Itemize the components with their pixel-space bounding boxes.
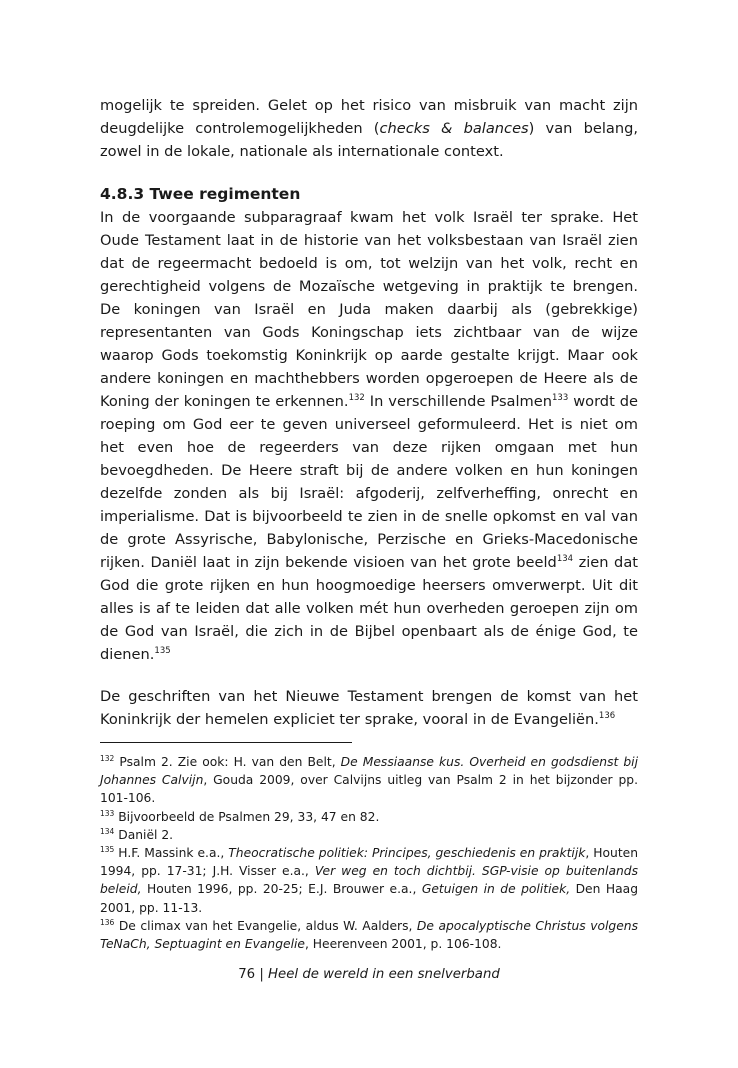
footnote-135 — [100, 844, 638, 917]
footnote-ref-136[interactable]: 136 — [598, 711, 616, 721]
paragraph-spacer — [100, 666, 638, 685]
paragraph-spacer — [100, 163, 638, 183]
page-footer — [0, 965, 738, 985]
main-text — [100, 94, 638, 731]
paragraph-text-1: In de voorgaande subparagraaf kwam het volk Israël ter sprake. Het Oude Testament laat in de historie van het volksbestaan van Israël zien dat de regeermacht bedoeld is om, tot welzijn van het volk, recht en gerechtigheid volgens de Mozaïsche wetgeving in praktijk te brengen. De koningen van Israël en Juda maken daarbij als (gebrekkige) representanten van Gods Koningschap iets zichtbaar van de wijze waarop Gods toekomstig Koninkrijk op aarde gestalte krijgt. Maar ook andere koningen en machthebbers worden opgeroepen de Heere als de Koning der koningen te erkennen. — [100, 209, 638, 410]
footnote-text: Bijvoorbeeld de Psalmen 29, 33, 47 en 82. — [114, 809, 380, 824]
paragraph-intro — [100, 94, 638, 163]
footnote-divider — [100, 742, 352, 743]
footnote-text: , Gouda 2009, over Calvijns uitleg van Psalm 2 in het bijzonder pp. 101-106. — [100, 773, 638, 806]
footnote-title: Theocratische politiek: Principes, geschiedenis en praktijk — [228, 846, 586, 861]
footnote-ref-133[interactable]: 133 — [552, 393, 569, 403]
footer-separator: | — [255, 967, 269, 982]
footnote-text: H.F. Massink e.a., — [114, 846, 229, 861]
footnote-text: De climax van het Evangelie, aldus W. Aalders, — [114, 918, 417, 933]
footnote-134 — [100, 826, 638, 844]
footnote-ref-132[interactable]: 132 — [348, 393, 365, 403]
footnote-text: , Heerenveen 2001, p. 106-108. — [304, 937, 502, 952]
footnote-number: 132 — [100, 754, 115, 763]
footnote-132 — [100, 753, 638, 808]
section-heading: 4.8.3 Twee regimenten — [100, 185, 301, 203]
footnote-ref-135[interactable]: 135 — [154, 646, 171, 656]
paragraph-text-4: zien dat God die grote rijken en hun hoogmoedige heersers omverwerpt. Uit dit alles is af te leiden dat alle volken mét hun overheden geroepen zijn om de God van Israël, die zich in de Bijbel openbaart als de énige God, te dienen. — [100, 554, 638, 663]
paragraph-intro-text-2: ) van belang, zowel in de lokale, nationale als internationale context. — [100, 120, 638, 160]
footnote-number: 135 — [100, 845, 115, 855]
footnote-text: Den Haag 2001, pp. 11-13. — [100, 882, 638, 915]
footnote-title: De apocalyptische Christus volgens TeNaCh, Septuagint en Evangelie — [100, 918, 638, 952]
paragraph-text-2: In verschillende Psalmen — [364, 393, 552, 410]
paragraph-intro-text-1: mogelijk te spreiden. Gelet op het risico van misbruik van macht zijn deugdelijke controlemogelijkheden ( — [100, 97, 638, 137]
footnotes — [100, 753, 638, 953]
footnote-text: Daniël 2. — [114, 827, 174, 842]
footnote-text: Psalm 2. Zie ook: H. van den Belt, — [114, 755, 341, 769]
footnote-number: 136 — [100, 917, 115, 927]
footnote-title: Ver weg en toch dichtbij. SGP-visie op buitenlands beleid, — [100, 864, 638, 897]
paragraph-text-3: wordt de roeping om God eer te geven universeel geformuleerd. Het is niet om het even hoe de regeerders van deze rijken omgaan met hun bevoegdheden. De Heere straft bij de andere volken en hun koningen dezelfde zonden als bij Israël: afgoderij, zelfverheffing, onrecht en imperialisme. Dat is bijvoorbeeld te zien in de snelle opkomst en val van de grote Assyrische, Babylonische, Perzische en Grieks-Macedonische rijken. Daniël laat in zijn bekende visioen van het grote beeld — [100, 393, 639, 571]
page-number: 76 — [238, 967, 256, 982]
paragraph-nieuwe-testament — [100, 685, 638, 731]
footnote-number: 133 — [100, 808, 115, 818]
footnote-number: 134 — [100, 826, 115, 836]
footnote-text: , Houten 1994, pp. 17-31; J.H. Visser e.a., — [100, 846, 638, 879]
footnote-title: De Messiaanse kus. Overheid en godsdienst bij Johannes Calvijn — [100, 755, 638, 788]
footnote-ref-134[interactable]: 134 — [556, 554, 574, 564]
footnote-text: Houten 1996, pp. 20-25; E.J. Brouwer e.a., — [141, 882, 422, 897]
footnote-136 — [100, 917, 638, 953]
footnote-title: Getuigen in de politiek, — [421, 882, 571, 897]
paragraph-twee-regimenten — [100, 206, 638, 666]
footnote-133 — [100, 808, 638, 826]
paragraph-intro-italic: checks & balances — [379, 120, 529, 137]
running-title: Heel de wereld in een snelverband — [268, 967, 500, 982]
paragraph-text: De geschriften van het Nieuwe Testament brengen de komst van het Koninkrijk der hemelen expliciet ter sprake, vooral in de Evangeliën. — [100, 688, 638, 728]
